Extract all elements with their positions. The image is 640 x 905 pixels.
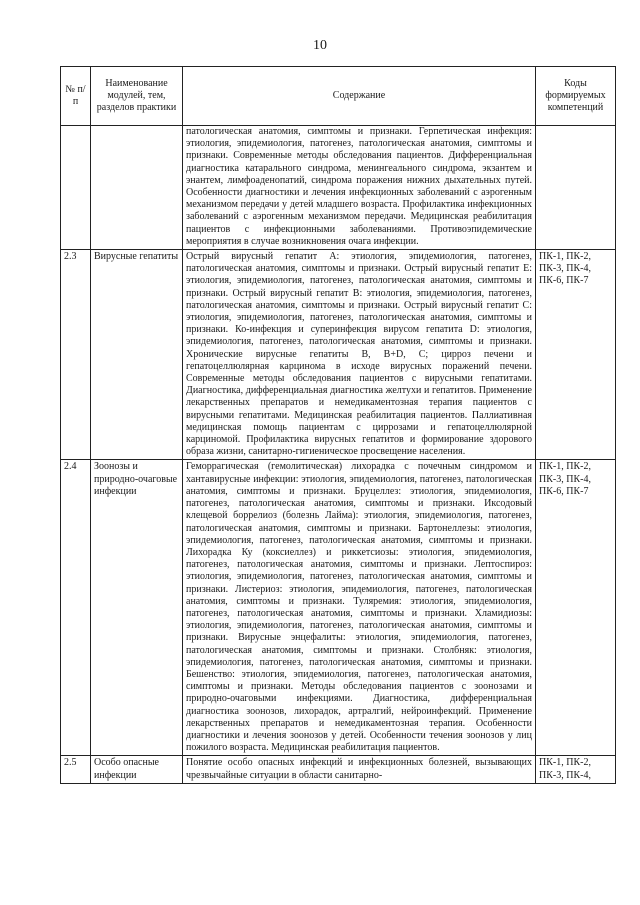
page-number: 10	[313, 38, 327, 53]
table-row-2-3	[61, 250, 616, 460]
row-section-name: Зоонозы и природно-очаговые инфекции	[91, 460, 183, 756]
curriculum-table	[60, 66, 616, 784]
header-codes: Коды формируемых компетенций	[536, 67, 616, 126]
row-codes: ПК-1, ПК-2, ПК-3, ПК-4,	[536, 756, 616, 783]
row-num: 2.3	[61, 250, 91, 460]
row-num: 2.4	[61, 460, 91, 756]
row-num: 2.5	[61, 756, 91, 783]
row-content: Геморрагическая (гемолитическая) лихорадка с почечным синдромом и хантавирусные инфекции: этиология, эпидемиология, патогенез, патологическая анатомия, симптомы и признаки. Бруцеллез: этиология, эпидемиология, патогенез, патологическая анатомия, симптомы и признаки. Иксодовый клещевой боррелиоз (болезнь Лайма): этиология, эпидемиология, патогенез, патологическая анатомия, симптомы и признаки. Бартонеллезы: этиология, эпидемиология, патогенез, патологическая анатомия, симптомы и признаки. Лихорадка Ку (коксиеллез) и риккетсиозы: этиология, эпидемиология, патогенез, патологическая анатомия, симптомы и признаки. Лептоспироз: этиология, эпидемиология, патогенез, патологическая анатомия, симптомы и признаки. Листериоз: этиология, эпидемиология, патогенез, патологическая анатомия, симптомы и признаки. Туляремия: этиология, эпидемиология, патогенез, патологическая анатомия, симптомы и признаки. Хламидиозы: этиология, эпидемиология, патогенез, патологическая анатомия, симптомы и признаки. Вирусные энцефалиты: этиология, эпидемиология, патогенез, патологическая анатомия, симптомы и признаки. Столбняк: этиология, эпидемиология, патогенез, патологическая анатомия, симптомы и признаки. Бешенство: этиология, эпидемиология, патогенез, патологическая анатомия, симптомы и признаки. Методы обследования пациентов с зоонозами и природно-очаговыми инфекциями. Диагностика, дифференциальная диагностика зоонозов, лихорадок, артралгий, нейроинфекций. Применение лекарственных препаратов и немедикаментозная терапия. Особенности диагностики и лечения зоонозов у детей. Особенности течения зоонозов у лиц пожилого возраста. Медицинская реабилитация пациентов.	[183, 460, 536, 756]
row-codes	[536, 126, 616, 250]
row-content: Понятие особо опасных инфекций и инфекционных болезней, вызывающих чрезвычайные ситуации в области санитарно-	[183, 756, 536, 783]
row-section-name: Особо опасные инфекции	[91, 756, 183, 783]
header-content: Содержание	[183, 67, 536, 126]
row-num	[61, 126, 91, 250]
row-content: патологическая анатомия, симптомы и признаки. Герпетическая инфекция: этиология, эпидемиология, патогенез, патологическая анатомия, симптомы и признаки. Современные методы обследования пациентов. Дифференциальная диагностика катарального синдрома, менингеального синдрома, экзантем и энантем, лимфоаденопатий, синдрома поражения нижних дыхательных путей. Особенности диагностики и лечения инфекционных заболеваний с аэрогенным механизмом передачи у детей младшего возраста. Профилактика инфекционных заболеваний с аэрогенным механизмом передачи. Медицинская реабилитация пациентов с инфекционными заболеваниями. Противоэпидемические мероприятия в случае возникновения очага инфекции.	[183, 126, 536, 250]
row-section-name: Вирусные гепатиты	[91, 250, 183, 460]
row-section-name	[91, 126, 183, 250]
header-name: Наименование модулей, тем, разделов практики	[91, 67, 183, 126]
table-row-continuation	[61, 126, 616, 250]
table-header-row	[61, 67, 616, 126]
table-row-2-5	[61, 756, 616, 783]
row-content: Острый вирусный гепатит А: этиология, эпидемиология, патогенез, патологическая анатомия, симптомы и признаки. Острый вирусный гепатит Е: этиология, эпидемиология, патогенез, патологическая анатомия, симптомы и признаки. Острый вирусный гепатит В: этиология, эпидемиология, патогенез, патологическая анатомия, симптомы и признаки. Острый вирусный гепатит С: этиология, эпидемиология, патогенез, патологическая анатомия, симптомы и признаки. Ко-инфекция и суперинфекция вирусом гепатита D: этиология, эпидемиология, патогенез, патологическая анатомия, симптомы и признаки. Хронические вирусные гепатиты В, В+D, С; цирроз печени и гепатоцеллюлярная карцинома в исходе вирусных поражений печени. Современные методы обследования пациентов с вирусными гепатитами. Диагностика, дифференциальная диагностика желтухи и гепатитов. Применение лекарственных препаратов и немедикаментозная терапия пациентов с вирусными гепатитами. Медицинская реабилитация пациентов. Паллиативная медицинская помощь пациентам с циррозами и гепатоцеллюлярной карциномой. Профилактика вирусных гепатитов и формирование здорового образа жизни, санитарно-гигиеническое просвещение населения.	[183, 250, 536, 460]
row-codes: ПК-1, ПК-2, ПК-3, ПК-4, ПК-6, ПК-7	[536, 250, 616, 460]
row-codes: ПК-1, ПК-2, ПК-3, ПК-4, ПК-6, ПК-7	[536, 460, 616, 756]
header-num: № п/п	[61, 67, 91, 126]
table-row-2-4	[61, 460, 616, 756]
